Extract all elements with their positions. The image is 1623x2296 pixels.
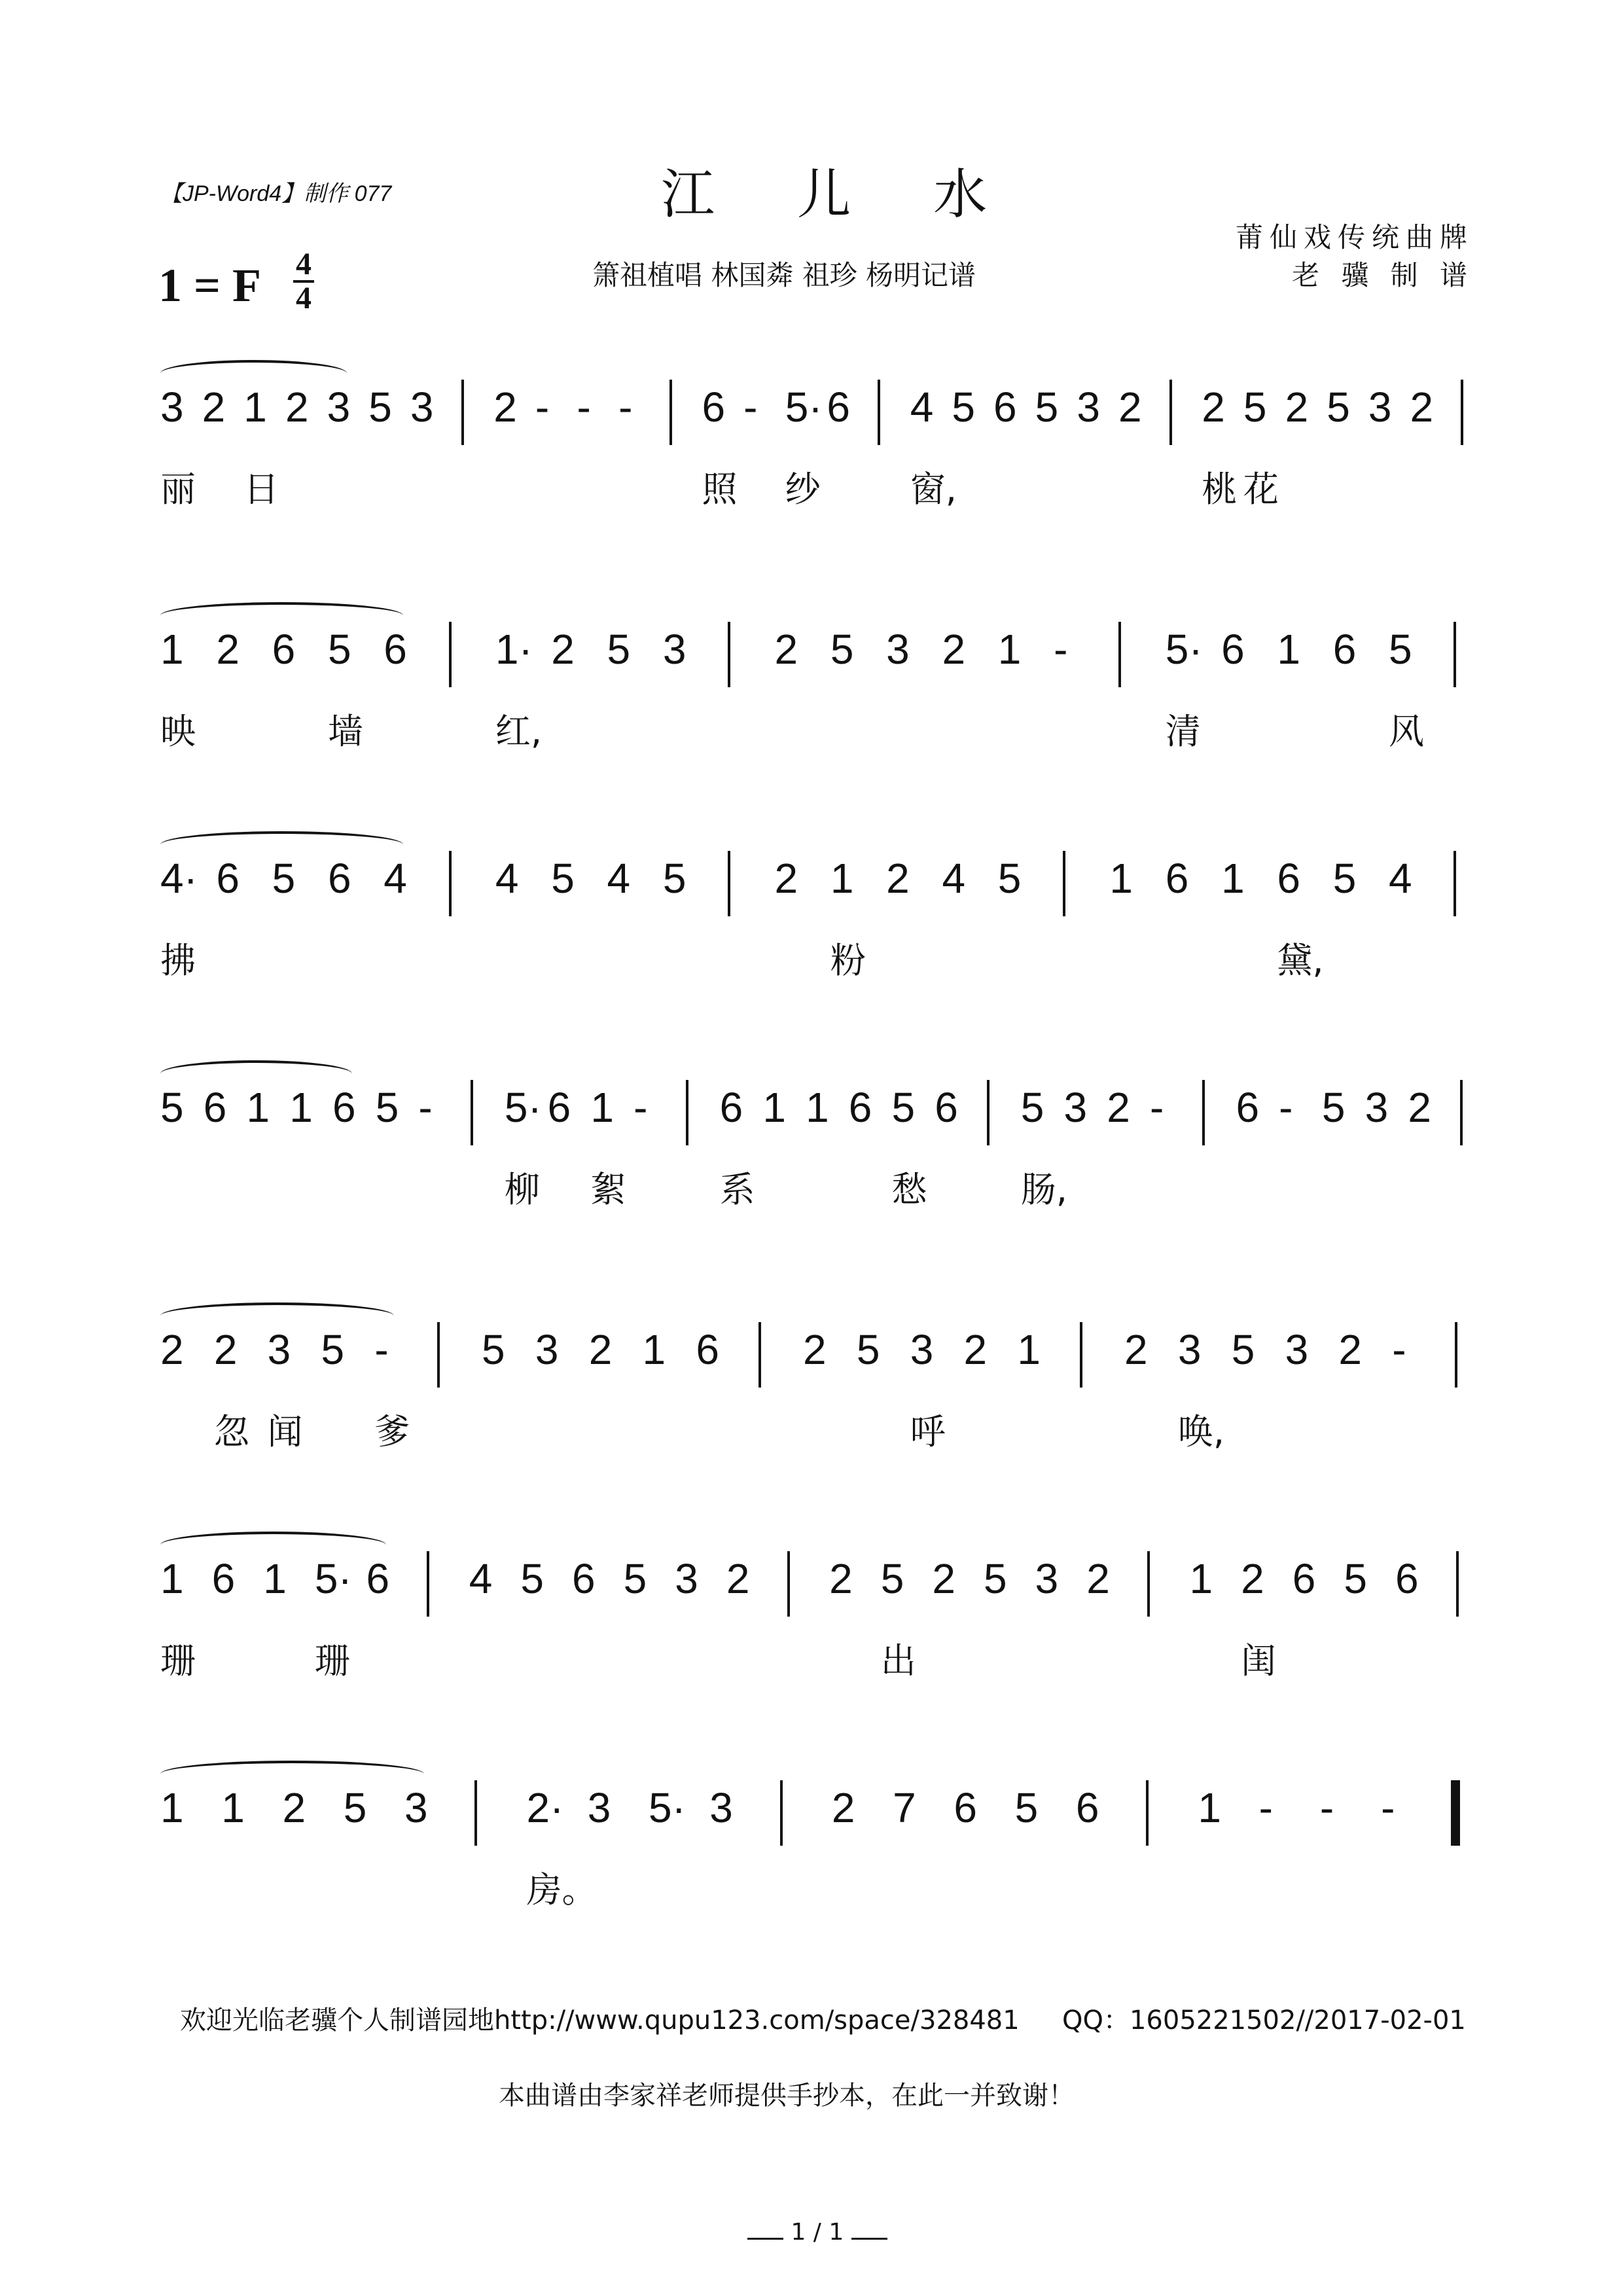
note: 2 bbox=[285, 384, 309, 431]
lyric: 肠, bbox=[1020, 1169, 1067, 1210]
note: 3 bbox=[267, 1326, 291, 1373]
note: 2 bbox=[774, 855, 798, 902]
note: 2 bbox=[831, 1784, 855, 1831]
note: 5 bbox=[327, 626, 351, 673]
note: 1 bbox=[289, 1084, 313, 1131]
note: 2 bbox=[1202, 384, 1225, 431]
note: 5 bbox=[830, 626, 854, 673]
note: 5 bbox=[1020, 1084, 1044, 1131]
barline bbox=[461, 380, 464, 445]
page-title bbox=[661, 152, 987, 228]
barline bbox=[686, 1080, 688, 1145]
note: 3 bbox=[404, 1784, 428, 1831]
barline bbox=[1460, 1080, 1463, 1145]
note: 5 bbox=[1389, 626, 1412, 673]
footer-thanks: 本曲谱由李家祥老师提供手抄本，在此一并致谢！ bbox=[499, 2081, 1075, 2111]
note: 5 bbox=[368, 384, 392, 431]
barline bbox=[1454, 851, 1456, 916]
note: 5· bbox=[504, 1084, 542, 1131]
dash-extension: - bbox=[618, 384, 633, 431]
page-number-text: 1 / 1 bbox=[791, 2219, 844, 2246]
note: 2 bbox=[942, 626, 966, 673]
note: 6 bbox=[935, 1084, 958, 1131]
note: 5 bbox=[662, 855, 687, 902]
title-char: 江 bbox=[661, 164, 715, 226]
lyric: 风 bbox=[1389, 711, 1425, 752]
slur bbox=[160, 1532, 386, 1554]
note: 5 bbox=[623, 1555, 647, 1602]
arranger-label: 老 骥 制 谱 bbox=[1291, 259, 1474, 291]
note: 3 bbox=[410, 384, 434, 431]
note: 6 bbox=[572, 1555, 596, 1602]
credits-line: 箫祖植唱 林国粦 祖珍 杨明记谱 bbox=[592, 259, 976, 291]
barline bbox=[1063, 851, 1065, 916]
barline bbox=[1169, 380, 1172, 445]
note: 6 bbox=[383, 626, 407, 673]
note: 3 bbox=[327, 384, 351, 431]
note: 3 bbox=[709, 1784, 733, 1831]
dash-extension: - bbox=[743, 384, 758, 431]
note: 2 bbox=[803, 1326, 827, 1373]
dash-extension: - bbox=[535, 384, 550, 431]
note: 6 bbox=[993, 384, 1017, 431]
note: 3 bbox=[587, 1784, 611, 1831]
slur bbox=[160, 1060, 352, 1083]
note: 4 bbox=[495, 855, 519, 902]
note: 5 bbox=[1035, 384, 1059, 431]
note: 5 bbox=[891, 1084, 916, 1131]
barline bbox=[669, 380, 672, 445]
note: 3 bbox=[1368, 384, 1392, 431]
note: 2 bbox=[493, 384, 517, 431]
lyric: 絮 bbox=[590, 1169, 626, 1210]
note: 5 bbox=[997, 855, 1022, 902]
lyric: 唤, bbox=[1177, 1411, 1225, 1452]
note: 2 bbox=[1086, 1555, 1110, 1602]
note: 1 bbox=[830, 855, 854, 902]
note: 6 bbox=[848, 1084, 872, 1131]
final-barline bbox=[1451, 1780, 1460, 1846]
note: 6 bbox=[216, 855, 240, 902]
lyric: 清 bbox=[1165, 711, 1201, 752]
lyric: 愁 bbox=[891, 1169, 927, 1210]
note: 1 bbox=[160, 1784, 184, 1831]
lyric: 拂 bbox=[160, 940, 196, 981]
dash-extension: - bbox=[1279, 1084, 1293, 1131]
note: 6 bbox=[1332, 626, 1357, 673]
note: 1 bbox=[243, 384, 267, 431]
note: 4· bbox=[160, 855, 198, 902]
title-char: 儿 bbox=[797, 164, 851, 226]
note: 1 bbox=[221, 1784, 245, 1831]
dash-extension: - bbox=[1149, 1084, 1164, 1131]
lyric: 照 bbox=[702, 469, 738, 510]
note: 3 bbox=[1035, 1555, 1059, 1602]
note: 2 bbox=[1338, 1326, 1362, 1373]
note: 6 bbox=[211, 1555, 236, 1602]
source-label: 莆仙戏传统曲牌 bbox=[1235, 221, 1474, 253]
barline bbox=[780, 1780, 783, 1846]
slur bbox=[160, 831, 403, 853]
note: 4 bbox=[383, 855, 407, 902]
note: 3 bbox=[1364, 1084, 1389, 1131]
barline bbox=[1202, 1080, 1205, 1145]
lyric: 房。 bbox=[526, 1869, 597, 1910]
note: 2 bbox=[1408, 1084, 1431, 1131]
note: 3 bbox=[675, 1555, 698, 1602]
note: 1 bbox=[642, 1326, 666, 1373]
note: 4 bbox=[469, 1555, 493, 1602]
note: 6 bbox=[332, 1084, 356, 1131]
note: 2 bbox=[216, 626, 240, 673]
note: 5 bbox=[160, 1084, 184, 1131]
note: 6 bbox=[1236, 1084, 1260, 1131]
note: 1 bbox=[263, 1555, 287, 1602]
page-number bbox=[747, 2219, 887, 2246]
dash-extension: - bbox=[633, 1084, 648, 1131]
barline bbox=[437, 1322, 440, 1388]
lyric: 珊 bbox=[314, 1640, 350, 1681]
lyric: 爹 bbox=[374, 1411, 410, 1452]
note: 6 bbox=[719, 1084, 743, 1131]
note: 5 bbox=[482, 1326, 505, 1373]
note: 1 bbox=[1189, 1555, 1213, 1602]
note: 5 bbox=[880, 1555, 904, 1602]
note: 1 bbox=[762, 1084, 786, 1131]
dash-extension: - bbox=[1319, 1784, 1334, 1831]
lyric: 窗, bbox=[910, 469, 957, 510]
note: 6 bbox=[702, 384, 726, 431]
barline bbox=[728, 851, 730, 916]
note: 6 bbox=[203, 1084, 227, 1131]
score-tag: 【JP-Word4】制作 077 bbox=[160, 181, 392, 206]
note: 2 bbox=[1118, 384, 1142, 431]
barline bbox=[1147, 1551, 1150, 1617]
note: 7 bbox=[893, 1784, 916, 1831]
lyric: 红, bbox=[495, 711, 543, 752]
lyric: 映 bbox=[160, 711, 196, 752]
note: 6 bbox=[1075, 1784, 1099, 1831]
note: 5 bbox=[321, 1326, 345, 1373]
note: 5· bbox=[649, 1784, 686, 1831]
footer-qq: QQ：1605221502//2017-02-01 bbox=[1062, 2005, 1466, 2036]
note: 1 bbox=[590, 1084, 614, 1131]
lyric: 柳 bbox=[504, 1169, 540, 1210]
note: 2 bbox=[829, 1555, 853, 1602]
dash-extension: - bbox=[1258, 1784, 1273, 1831]
note: 2 bbox=[1241, 1555, 1264, 1602]
note: 2 bbox=[726, 1555, 750, 1602]
note: 6 bbox=[1292, 1555, 1316, 1602]
lyric: 墙 bbox=[327, 711, 363, 752]
note: 6 bbox=[1395, 1555, 1419, 1602]
barline bbox=[449, 851, 452, 916]
note: 1 bbox=[806, 1084, 829, 1131]
lyric: 桃 bbox=[1202, 469, 1238, 510]
note: 3 bbox=[535, 1326, 559, 1373]
lyric: 珊 bbox=[160, 1640, 196, 1681]
note: 6 bbox=[954, 1784, 977, 1831]
note: 1 bbox=[1198, 1784, 1221, 1831]
note: 2 bbox=[588, 1326, 613, 1373]
barline bbox=[728, 622, 730, 687]
note: 6 bbox=[1221, 626, 1245, 673]
barline bbox=[1118, 622, 1121, 687]
title-char: 水 bbox=[933, 164, 988, 226]
note: 3 bbox=[910, 1326, 934, 1373]
barline bbox=[1456, 1551, 1459, 1617]
note: 5 bbox=[1327, 384, 1350, 431]
barline bbox=[758, 1322, 761, 1388]
note: 6 bbox=[827, 384, 850, 431]
barline bbox=[449, 622, 452, 687]
note: 5 bbox=[984, 1555, 1007, 1602]
lyric: 丽 bbox=[160, 469, 196, 510]
lyric: 花 bbox=[1243, 469, 1279, 510]
note: 5 bbox=[1321, 1084, 1346, 1131]
dash-extension: - bbox=[418, 1084, 433, 1131]
barline bbox=[427, 1551, 429, 1617]
dash-extension: - bbox=[1381, 1784, 1395, 1831]
barline bbox=[1455, 1322, 1457, 1388]
lyric: 忽 bbox=[213, 1411, 249, 1452]
note: 3 bbox=[662, 626, 687, 673]
note: 5 bbox=[520, 1555, 544, 1602]
note: 5· bbox=[785, 384, 823, 431]
note: 5· bbox=[1165, 626, 1203, 673]
lyric: 闺 bbox=[1241, 1640, 1277, 1681]
note: 1 bbox=[1221, 855, 1245, 902]
note: 2 bbox=[1410, 384, 1434, 431]
note: 3 bbox=[1077, 384, 1100, 431]
note: 2 bbox=[886, 855, 910, 902]
lyric: 黛, bbox=[1277, 940, 1324, 981]
note: 2 bbox=[1124, 1326, 1148, 1373]
note: 1 bbox=[246, 1084, 270, 1131]
barline bbox=[1080, 1322, 1082, 1388]
lyric: 出 bbox=[880, 1640, 916, 1681]
note: 5 bbox=[952, 384, 975, 431]
note: 2· bbox=[526, 1784, 564, 1831]
note: 5 bbox=[551, 855, 575, 902]
note: 5 bbox=[1243, 384, 1267, 431]
note: 2 bbox=[551, 626, 575, 673]
time-signature bbox=[293, 249, 314, 314]
note: 2 bbox=[1107, 1084, 1130, 1131]
note: 3 bbox=[1177, 1326, 1202, 1373]
note: 1 bbox=[997, 626, 1022, 673]
note: 6 bbox=[1165, 855, 1189, 902]
lyric: 系 bbox=[719, 1169, 755, 1210]
lyric: 粉 bbox=[830, 940, 866, 981]
footer-site: 欢迎光临老骥个人制谱园地http://www.qupu123.com/space/328481 bbox=[180, 2005, 1020, 2036]
note: 2 bbox=[282, 1784, 306, 1831]
lyric: 闻 bbox=[267, 1411, 303, 1452]
note: 2 bbox=[932, 1555, 955, 1602]
slur bbox=[160, 1761, 424, 1783]
note: 6 bbox=[327, 855, 351, 902]
lyric: 呼 bbox=[910, 1411, 946, 1452]
key-signature: 1 = F bbox=[158, 259, 262, 312]
barline bbox=[787, 1551, 790, 1617]
note: 5 bbox=[1344, 1555, 1368, 1602]
note: 4 bbox=[910, 384, 934, 431]
note: 5 bbox=[375, 1084, 399, 1131]
note: 5 bbox=[272, 855, 296, 902]
note: 6 bbox=[1277, 855, 1300, 902]
note: 5 bbox=[856, 1326, 880, 1373]
note: 5 bbox=[1231, 1326, 1255, 1373]
note: 5 bbox=[343, 1784, 367, 1831]
lyric: 日 bbox=[243, 469, 279, 510]
barline bbox=[1454, 622, 1456, 687]
note: 3 bbox=[1063, 1084, 1088, 1131]
note: 2 bbox=[160, 1326, 184, 1373]
note: 2 bbox=[774, 626, 798, 673]
lyric: 纱 bbox=[785, 469, 821, 510]
note: 2 bbox=[202, 384, 226, 431]
barline bbox=[474, 1780, 477, 1846]
note: 2 bbox=[1285, 384, 1309, 431]
dash-extension: - bbox=[1392, 1326, 1406, 1373]
slur bbox=[160, 360, 347, 382]
time-sig-bottom: 4 bbox=[296, 281, 312, 315]
note: 1 bbox=[1109, 855, 1133, 902]
barline bbox=[1461, 380, 1463, 445]
note: 1 bbox=[1017, 1326, 1041, 1373]
note: 6 bbox=[366, 1555, 390, 1602]
note: 6 bbox=[696, 1326, 719, 1373]
dash-extension: - bbox=[374, 1326, 389, 1373]
note: 3 bbox=[886, 626, 910, 673]
note: 6 bbox=[547, 1084, 571, 1131]
dash-extension: - bbox=[1054, 626, 1068, 673]
barline bbox=[878, 380, 880, 445]
note: 1· bbox=[495, 626, 533, 673]
note: 1 bbox=[160, 626, 184, 673]
note: 3 bbox=[160, 384, 184, 431]
slur bbox=[160, 1302, 394, 1325]
barline bbox=[1146, 1780, 1149, 1846]
time-sig-top: 4 bbox=[293, 249, 314, 283]
note: 6 bbox=[272, 626, 296, 673]
note: 5· bbox=[314, 1555, 352, 1602]
note: 3 bbox=[1285, 1326, 1309, 1373]
barline bbox=[471, 1080, 473, 1145]
dash-extension: - bbox=[577, 384, 591, 431]
note: 2 bbox=[213, 1326, 238, 1373]
barline bbox=[987, 1080, 990, 1145]
note: 4 bbox=[607, 855, 631, 902]
note: 2 bbox=[963, 1326, 988, 1373]
note: 1 bbox=[160, 1555, 184, 1602]
note: 5 bbox=[1332, 855, 1357, 902]
note: 5 bbox=[1014, 1784, 1039, 1831]
note: 4 bbox=[942, 855, 966, 902]
note: 4 bbox=[1389, 855, 1412, 902]
slur bbox=[160, 602, 403, 624]
note: 5 bbox=[607, 626, 631, 673]
note: 1 bbox=[1277, 626, 1300, 673]
